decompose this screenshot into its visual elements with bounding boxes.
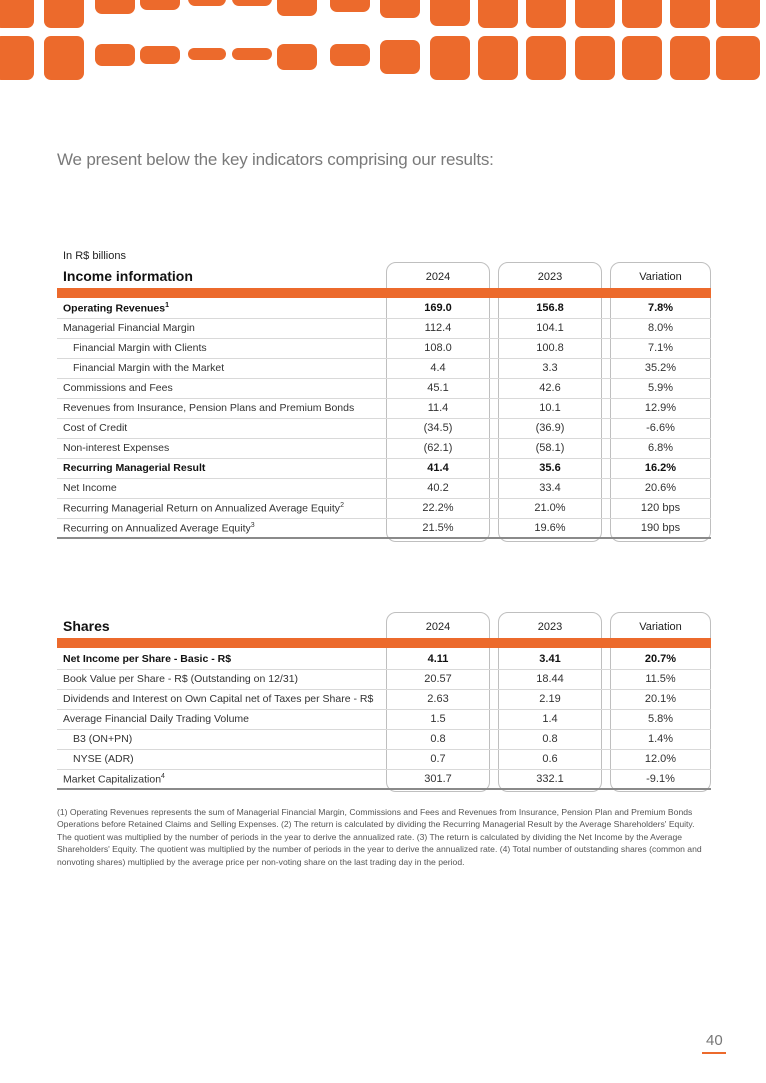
- table-header: [57, 616, 711, 638]
- value-2024: 112.4: [424, 322, 452, 334]
- banner-block: [380, 0, 420, 18]
- row-label: [63, 442, 169, 454]
- value-2023: 3.41: [539, 653, 561, 665]
- banner-block: [622, 36, 662, 80]
- table-header: [57, 266, 711, 288]
- row-label: [63, 402, 354, 414]
- row-label-text: Average Financial Daily Trading Volume: [63, 713, 249, 725]
- banner-block: [716, 36, 760, 80]
- value-2023: 33.4: [539, 482, 561, 494]
- banner-block: [188, 0, 226, 6]
- row-label-text: Revenues from Insurance, Pension Plans and Premium Bonds: [63, 402, 355, 414]
- value-variation: 12.9%: [644, 402, 677, 414]
- row-label: [73, 362, 224, 374]
- income-table: [57, 262, 711, 544]
- header-2023: 2023: [537, 621, 563, 633]
- row-label: [63, 302, 169, 315]
- value-2024: 45.1: [427, 382, 449, 394]
- value-2023: 2.19: [539, 693, 561, 705]
- row-label-text: NYSE (ADR): [73, 753, 134, 765]
- value-2024: (62.1): [423, 442, 453, 454]
- banner-block: [95, 44, 135, 66]
- table-row: [57, 319, 711, 339]
- row-label: [63, 502, 344, 515]
- table-row: [57, 299, 711, 319]
- row-label-text: Recurring on Annualized Average Equity: [63, 522, 251, 535]
- table-row: [57, 499, 711, 519]
- value-variation: -6.6%: [646, 422, 675, 434]
- value-2023: (58.1): [535, 442, 565, 454]
- value-variation: 20.7%: [644, 653, 677, 665]
- value-2024: 108.0: [424, 342, 452, 354]
- value-2024: 4.4: [430, 362, 446, 374]
- decorative-banner: [0, 0, 766, 88]
- table-row: [57, 399, 711, 419]
- row-label: [63, 713, 249, 725]
- row-label: [63, 653, 231, 665]
- banner-block: [526, 36, 566, 80]
- value-2023: 332.1: [536, 773, 564, 785]
- row-label-text: B3 (ON+PN): [73, 733, 133, 745]
- footnote-marker: 3: [250, 522, 255, 529]
- table-row: [57, 730, 711, 750]
- table-row: [57, 670, 711, 690]
- value-2023: 21.0%: [534, 502, 566, 514]
- value-2023: 156.8: [536, 302, 564, 314]
- value-variation: 1.4%: [647, 733, 674, 745]
- value-2024: 41.4: [427, 462, 449, 474]
- value-variation: 190 bps: [640, 522, 681, 534]
- banner-block: [716, 0, 760, 28]
- value-variation: 16.2%: [644, 462, 677, 474]
- row-label-text: Cost of Credit: [63, 422, 128, 434]
- table-title: Income information: [63, 268, 193, 284]
- table-row: [57, 379, 711, 399]
- banner-block: [622, 0, 662, 28]
- table-row: [57, 479, 711, 499]
- row-label-text: Recurring Managerial Result: [63, 462, 206, 474]
- value-2023: 0.6: [542, 753, 558, 765]
- row-label-text: Book Value per Share - R$ (Outstanding on 12/31): [63, 673, 299, 685]
- table-row: [57, 690, 711, 710]
- header-variation: Variation: [639, 271, 682, 283]
- value-2024: 0.8: [430, 733, 446, 745]
- value-variation: 5.8%: [647, 713, 674, 725]
- banner-block: [277, 0, 317, 16]
- table-row: [57, 519, 711, 539]
- banner-block: [140, 0, 180, 10]
- value-2023: 100.8: [536, 342, 564, 354]
- banner-block: [575, 36, 615, 80]
- footnote-marker: 1: [165, 302, 170, 309]
- header-2024: 2024: [425, 271, 451, 283]
- value-2024: 0.7: [430, 753, 446, 765]
- row-label: [73, 342, 207, 354]
- banner-block: [526, 0, 566, 28]
- page-number-underline: [702, 1052, 726, 1054]
- banner-block: [232, 48, 272, 60]
- row-label: [63, 322, 195, 334]
- banner-block: [277, 44, 317, 70]
- footnote-marker: 2: [340, 502, 344, 509]
- banner-block: [380, 40, 420, 74]
- row-label-text: Operating Revenues: [63, 302, 166, 315]
- banner-block: [575, 0, 615, 28]
- banner-block: [478, 0, 518, 28]
- banner-block: [0, 0, 34, 28]
- banner-block: [44, 36, 84, 80]
- banner-block: [670, 36, 710, 80]
- row-label-text: Non-interest Expenses: [63, 442, 170, 454]
- value-variation: 20.6%: [644, 482, 677, 494]
- row-label-text: Recurring Managerial Return on Annualized Average Equity: [63, 502, 341, 515]
- row-label: [63, 773, 165, 786]
- table-title: Shares: [63, 618, 110, 634]
- value-variation: 120 bps: [640, 502, 681, 514]
- value-variation: 7.8%: [647, 302, 674, 314]
- row-label-text: Market Capitalization: [63, 773, 162, 786]
- value-variation: 5.9%: [647, 382, 674, 394]
- value-variation: 6.8%: [647, 442, 674, 454]
- row-label-text: Managerial Financial Margin: [63, 322, 195, 334]
- row-label: [73, 753, 134, 765]
- table-row: [57, 339, 711, 359]
- banner-block: [140, 46, 180, 64]
- value-2024: 21.5%: [422, 522, 454, 534]
- table-row: [57, 710, 711, 730]
- shares-table: [57, 612, 711, 794]
- row-label-text: Dividends and Interest on Own Capital net of Taxes per Share - R$: [63, 693, 374, 705]
- banner-block: [232, 0, 272, 6]
- value-2023: 10.1: [539, 402, 561, 414]
- footnotes: (1) Operating Revenues represents the sum of Managerial Financial Margin, Commissions and Fees and Revenues from Insurance, Pension Plan and Premium Bonds Operations before Retained Claims and Selling Expenses. (2) The return is calculated by dividing the Recurring Managerial Result by the Average Shareholders' Equity. The quotient was multiplied by the number of periods in the year to derive the annualized rate. (3) The return is calculated by dividing the Net Income by the Average Shareholders' Equity. The quotient was multiplied by the number of periods in the year to derive the annualized rate. (4) Total number of outstanding shares (common and nonvoting shares) multiplied by the average price per non-voting share on the last trading day in the period.: [57, 807, 702, 867]
- row-label: [63, 522, 255, 535]
- row-label: [63, 482, 117, 494]
- table-row: [57, 459, 711, 479]
- value-2023: 1.4: [542, 713, 558, 725]
- banner-block: [330, 44, 370, 66]
- row-label: [63, 422, 127, 434]
- row-label-text: Net Income: [63, 482, 117, 494]
- table-row: [57, 650, 711, 670]
- footnote-marker: 4: [161, 773, 165, 780]
- row-label: [73, 733, 132, 745]
- table-row: [57, 419, 711, 439]
- banner-block: [430, 0, 470, 26]
- value-2024: 2.63: [427, 693, 449, 705]
- value-2024: 1.5: [430, 713, 446, 725]
- banner-block: [0, 36, 34, 80]
- table-row: [57, 439, 711, 459]
- row-label: [63, 462, 205, 474]
- table-row: [57, 770, 711, 790]
- value-2024: (34.5): [423, 422, 453, 434]
- value-2023: 3.3: [542, 362, 558, 374]
- banner-block: [330, 0, 370, 12]
- value-2023: 19.6%: [534, 522, 566, 534]
- value-2023: 42.6: [539, 382, 561, 394]
- intro-text: We present below the key indicators comprising our results:: [57, 150, 494, 169]
- row-label-text: Financial Margin with Clients: [73, 342, 207, 354]
- banner-block: [44, 0, 84, 28]
- value-variation: 12.0%: [644, 753, 677, 765]
- value-variation: 11.5%: [645, 673, 676, 685]
- row-label-text: Financial Margin with the Market: [73, 362, 225, 374]
- table-row: [57, 359, 711, 379]
- value-variation: 7.1%: [647, 342, 674, 354]
- banner-block: [95, 0, 135, 14]
- value-2024: 40.2: [427, 482, 449, 494]
- value-2024: 301.7: [424, 773, 452, 785]
- value-variation: 8.0%: [647, 322, 674, 334]
- value-variation: 20.1%: [644, 693, 677, 705]
- banner-block: [430, 36, 470, 80]
- value-2023: 0.8: [542, 733, 558, 745]
- header-2023: 2023: [537, 271, 563, 283]
- value-2023: (36.9): [535, 422, 565, 434]
- header-2024: 2024: [425, 621, 451, 633]
- row-label-text: Net Income per Share - Basic - R$: [63, 653, 232, 665]
- banner-block: [670, 0, 710, 28]
- header-variation: Variation: [639, 621, 682, 633]
- page-number: 40: [706, 1032, 723, 1049]
- value-2024: 4.11: [427, 653, 449, 665]
- banner-block: [188, 48, 226, 60]
- value-2023: 104.1: [536, 322, 564, 334]
- value-2024: 20.57: [424, 673, 452, 685]
- value-2023: 35.6: [539, 462, 561, 474]
- row-label: [63, 673, 298, 685]
- row-label-text: Commissions and Fees: [63, 382, 173, 394]
- value-2024: 169.0: [424, 302, 452, 314]
- table-row: [57, 750, 711, 770]
- row-label: [63, 382, 173, 394]
- value-2024: 22.2%: [422, 502, 454, 514]
- value-2023: 18.44: [536, 673, 564, 685]
- value-variation: 35.2%: [644, 362, 677, 374]
- header-accent-bar: [57, 638, 711, 648]
- header-accent-bar: [57, 288, 711, 298]
- banner-block: [478, 36, 518, 80]
- row-label: [63, 693, 373, 705]
- unit-note: In R$ billions: [63, 250, 126, 262]
- value-2024: 11.4: [427, 402, 449, 414]
- value-variation: -9.1%: [646, 773, 675, 785]
